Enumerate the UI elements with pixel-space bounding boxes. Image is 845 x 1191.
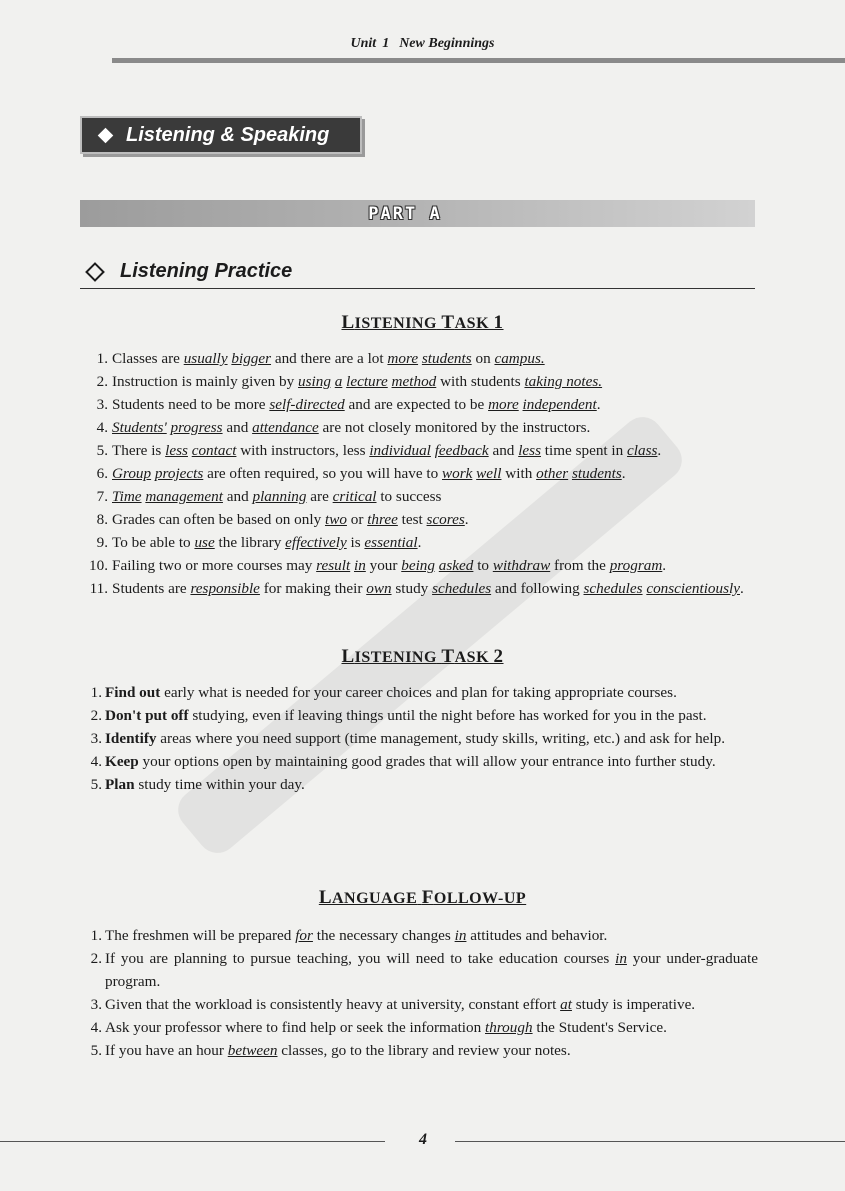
filled-answer: a <box>334 373 343 390</box>
filled-answer: schedules <box>583 580 643 597</box>
item-number: 10. <box>89 557 108 574</box>
key-phrase: Don't put off <box>105 707 189 724</box>
diamond-bullet-icon <box>98 127 114 143</box>
footer-rule-right <box>455 1141 845 1142</box>
filled-answer: class <box>627 442 658 459</box>
heading-rule <box>80 288 755 289</box>
filled-answer: program <box>609 557 663 574</box>
filled-answer: schedules <box>432 580 492 597</box>
list-item: 1. Find out early what is needed for your career choices and plan for taking appropriate courses. <box>80 681 758 704</box>
item-number: 3. <box>96 396 108 413</box>
filled-answer: lecture <box>346 373 388 390</box>
list-item: 1. The freshmen will be prepared for the necessary changes in attitudes and behavior. <box>80 924 758 947</box>
list-item: 10. Failing two or more courses may result in your being asked to withdraw from the program. <box>86 554 756 577</box>
header-title: New Beginnings <box>399 36 495 51</box>
filled-answer: planning <box>252 488 307 505</box>
item-number: 3. <box>90 730 102 747</box>
filled-answer: management <box>145 488 223 505</box>
filled-answer: self-directed <box>269 396 345 413</box>
key-phrase: Plan <box>105 776 135 793</box>
item-number: 2. <box>90 950 102 967</box>
list-item: 8. Grades can often be based on only two or three test scores. <box>86 508 756 531</box>
filled-answer: independent <box>522 396 597 413</box>
filled-answer: effectively <box>285 534 347 551</box>
filled-answer: withdraw <box>492 557 551 574</box>
list-item: 3. Identify areas where you need support (time management, study skills, writing, etc.) and ask for help. <box>80 727 758 750</box>
key-phrase: Keep <box>105 753 139 770</box>
filled-answer: being <box>401 557 435 574</box>
filled-answer: attendance <box>252 419 319 436</box>
list-item: 2. Instruction is mainly given by using a lecture method with students taking notes. <box>86 370 756 393</box>
item-number: 2. <box>90 707 102 724</box>
filled-answer: using <box>298 373 331 390</box>
list-item: 6. Group projects are often required, so you will have to work well with other students. <box>86 462 756 485</box>
filled-answer: own <box>366 580 392 597</box>
filled-answer: through <box>485 1019 533 1036</box>
filled-answer: less <box>518 442 541 459</box>
list-item: 2. Don't put off studying, even if leaving things until the night before has worked for you in the past. <box>80 704 758 727</box>
filled-answer: Group <box>112 465 152 482</box>
list-item: 4. Ask your professor where to find help or seek the information through the Student's Service. <box>80 1016 758 1039</box>
filled-answer: contact <box>191 442 237 459</box>
followup-title: LANGUAGE FOLLOW-UP <box>318 887 527 908</box>
diamond-outline-icon <box>85 262 105 282</box>
filled-answer: for <box>295 927 313 944</box>
filled-answer: work <box>442 465 473 482</box>
item-number: 8. <box>96 511 108 528</box>
list-item: 3. Students need to be more self-directed and are expected to be more independent. <box>86 393 756 416</box>
part-label: PART A <box>368 203 442 224</box>
filled-answer: conscientiously <box>646 580 740 597</box>
filled-answer: at <box>560 996 572 1013</box>
list-item: 9. To be able to use the library effectively is essential. <box>86 531 756 554</box>
header-unit-number: 1 <box>382 36 390 51</box>
list-item: 7. Time management and planning are critical to success <box>86 485 756 508</box>
task2-title: LISTENING TASK 2 <box>341 646 504 667</box>
filled-answer: method <box>391 373 437 390</box>
item-number: 4. <box>90 753 102 770</box>
item-number: 7. <box>96 488 108 505</box>
item-number: 5. <box>90 776 102 793</box>
task1-title: LISTENING TASK 1 <box>341 312 504 333</box>
item-number: 4. <box>96 419 108 436</box>
filled-answer: usually <box>183 350 228 367</box>
filled-answer: well <box>476 465 502 482</box>
filled-answer: progress <box>170 419 223 436</box>
filled-answer: students <box>421 350 472 367</box>
item-number: 2. <box>96 373 108 390</box>
section-banner-label: Listening & Speaking <box>126 123 330 146</box>
list-item: 1. Classes are usually bigger and there are a lot more students on campus. <box>86 347 756 370</box>
filled-answer: use <box>194 534 215 551</box>
header-rule <box>112 58 845 63</box>
filled-answer: result <box>316 557 351 574</box>
filled-answer: two <box>324 511 347 528</box>
filled-answer: critical <box>332 488 377 505</box>
filled-answer: more <box>488 396 519 413</box>
key-phrase: Identify <box>105 730 157 747</box>
practice-heading <box>84 260 292 283</box>
item-number: 5. <box>90 1042 102 1059</box>
filled-answer: individual <box>369 442 431 459</box>
list-item: 4. Keep your options open by maintaining good grades that will allow your entrance into further study. <box>80 750 758 773</box>
filled-answer: in <box>353 557 366 574</box>
filled-answer: asked <box>438 557 474 574</box>
filled-answer: feedback <box>434 442 489 459</box>
page-number: 4 <box>419 1131 427 1148</box>
item-number: 5. <box>96 442 108 459</box>
filled-answer: in <box>454 927 467 944</box>
practice-heading-label: Listening Practice <box>120 260 293 282</box>
item-number: 1. <box>90 927 102 944</box>
list-item: 2. If you are planning to pursue teaching, you will need to take education courses in your under-graduate program. <box>80 947 758 993</box>
filled-answer: responsible <box>190 580 260 597</box>
footer-rule-left <box>0 1141 385 1142</box>
filled-answer: between <box>227 1042 278 1059</box>
item-number: 3. <box>90 996 102 1013</box>
item-number: 1. <box>90 684 102 701</box>
item-number: 6. <box>96 465 108 482</box>
filled-answer: essential <box>364 534 418 551</box>
filled-answer: three <box>367 511 398 528</box>
filled-answer: Time <box>112 488 142 505</box>
filled-answer: scores <box>426 511 465 528</box>
key-phrase: Find out <box>105 684 161 701</box>
filled-answer: taking notes. <box>524 373 603 390</box>
task1-list <box>86 347 756 600</box>
filled-answer: students <box>571 465 622 482</box>
filled-answer: other <box>536 465 569 482</box>
followup-list <box>80 924 758 1062</box>
list-item: 4. Students' progress and attendance are not closely monitored by the instructors. <box>86 416 756 439</box>
filled-answer: projects <box>154 465 204 482</box>
task2-list <box>80 681 758 796</box>
list-item: 3. Given that the workload is consistently heavy at university, constant effort at study is imperative. <box>80 993 758 1016</box>
list-item: 5. There is less contact with instructors, less individual feedback and less time spent in class. <box>86 439 756 462</box>
filled-answer: bigger <box>231 350 272 367</box>
filled-answer: more <box>387 350 419 367</box>
item-number: 4. <box>90 1019 102 1036</box>
filled-answer: in <box>615 950 627 967</box>
list-item: 5. Plan study time within your day. <box>80 773 758 796</box>
filled-answer: less <box>165 442 188 459</box>
list-item: 5. If you have an hour between classes, go to the library and review your notes. <box>80 1039 758 1062</box>
item-number: 11. <box>89 580 108 597</box>
filled-answer: Students' <box>112 419 167 436</box>
header-unit: Unit <box>350 36 377 51</box>
item-number: 9. <box>96 534 108 551</box>
list-item: 11. Students are responsible for making their own study schedules and following schedules conscientiously. <box>86 577 756 600</box>
filled-answer: campus. <box>494 350 545 367</box>
section-banner <box>80 116 362 154</box>
running-header <box>0 36 845 52</box>
item-number: 1. <box>96 350 108 367</box>
